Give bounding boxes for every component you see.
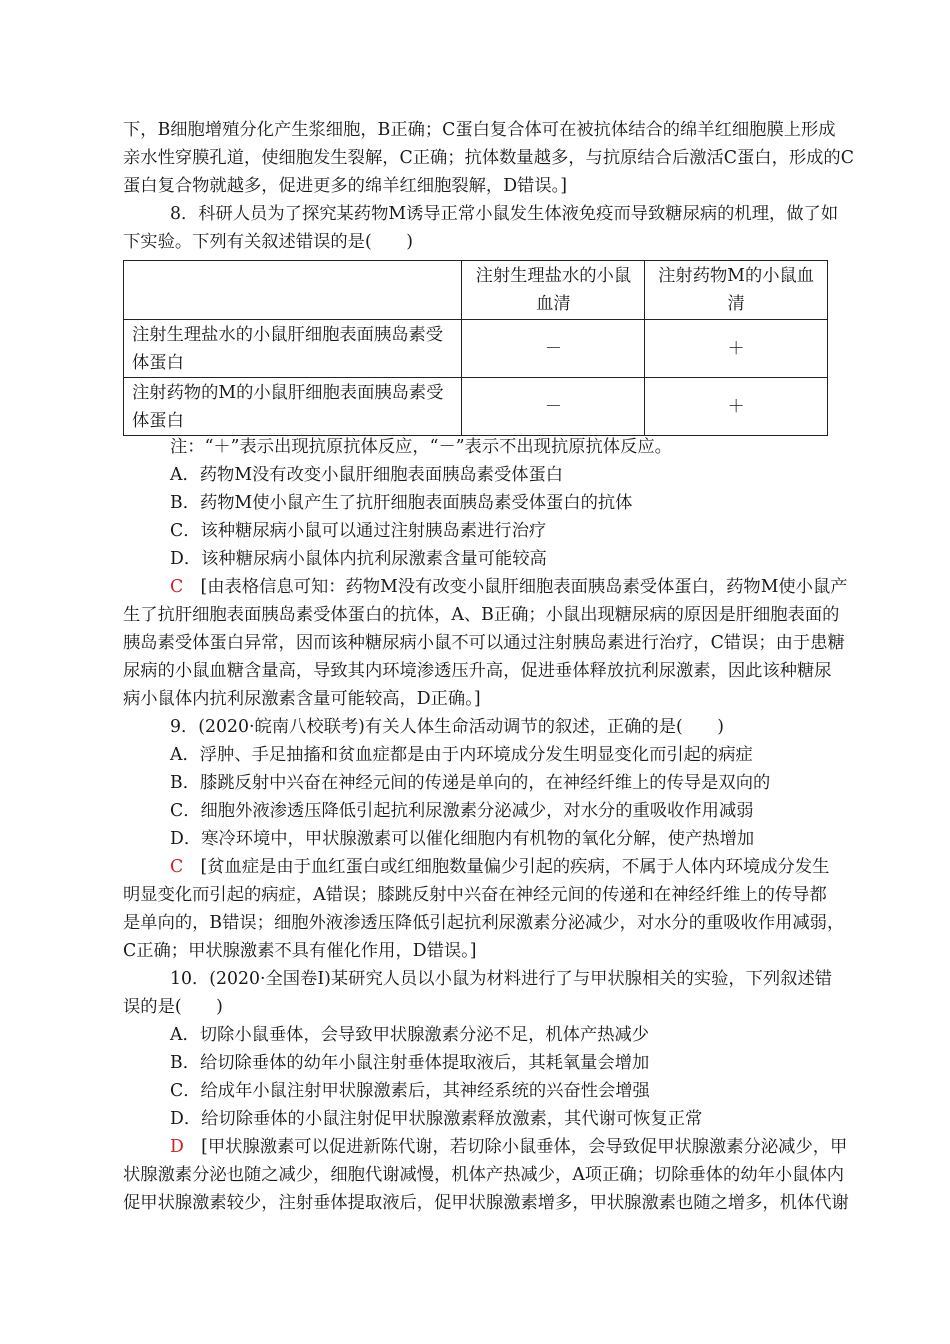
option-a: A．药物M没有改变小鼠肝细胞表面胰岛素受体蛋白	[170, 465, 564, 485]
text-line: 是单向的，B错误；细胞外液渗透压降低引起抗利尿激素分泌减少，对水分的重吸收作用减弱，	[123, 913, 845, 933]
table-cell: ＋	[645, 378, 828, 436]
text-line: 明显变化而引起的病症，A错误；膝跳反射中兴奋在神经元间的传递和在神经纤维上的传导都	[123, 885, 827, 905]
table-cell: 注射药物的M的小鼠肝细胞表面胰岛素受体蛋白	[124, 378, 462, 436]
table-cell: 注射生理盐水的小鼠肝细胞表面胰岛素受体蛋白	[124, 320, 462, 378]
question-8-stem-cont: 下实验。下列有关叙述错误的是( )	[123, 232, 413, 252]
option-b: B．药物M使小鼠产生了抗肝细胞表面胰岛素受体蛋白的抗体	[170, 493, 633, 513]
option-d: D．给切除垂体的小鼠注射促甲状腺激素释放激素，其代谢可恢复正常	[170, 1109, 703, 1129]
option-a: A．切除小鼠垂体，会导致甲状腺激素分泌不足，机体产热减少	[170, 1025, 650, 1045]
option-a: A．浮肿、手足抽搐和贫血症都是由于内环境成分发生明显变化而引起的病症	[170, 745, 753, 765]
text-line: 尿病的小鼠血糖含量高，导致其内环境渗透压升高，促进垂体释放抗利尿激素，因此该种糖尿	[123, 661, 832, 681]
option-c: C．给成年小鼠注射甲状腺激素后，其神经系统的兴奋性会增强	[170, 1081, 650, 1101]
text-line: 状腺激素分泌也随之减少，细胞代谢减慢，机体产热减少，A项正确；切除垂体的幼年小鼠体内	[123, 1165, 845, 1185]
table-note: 注：“＋”表示出现抗原抗体反应，“－”表示不出现抗原抗体反应。	[170, 437, 672, 457]
option-b: B．给切除垂体的幼年小鼠注射垂体提取液后，其耗氧量会增加	[170, 1053, 650, 1073]
table-row	[124, 320, 828, 378]
text-line: C正确；甲状腺激素不具有催化作用，D错误。]	[123, 941, 477, 961]
option-d: D．该种糖尿病小鼠体内抗利尿激素含量可能较高	[170, 549, 547, 569]
option-d: D．寒冷环境中，甲状腺激素可以催化细胞内有机物的氧化分解，使产热增加	[170, 829, 755, 849]
text-line: 蛋白复合物就越多，促进更多的绵羊红细胞裂解，D错误。]	[123, 176, 567, 196]
table-cell: －	[462, 320, 645, 378]
table-cell: －	[462, 378, 645, 436]
table-header-cell: 注射生理盐水的小鼠血清	[462, 261, 645, 320]
answer-explanation	[170, 1135, 847, 1159]
text-line: 下，B细胞增殖分化产生浆细胞，B正确；C蛋白复合体可在被抗体结合的绵羊红细胞膜上形成	[123, 120, 836, 140]
text-line: 亲水性穿膜孔道，使细胞发生裂解，C正确；抗体数量越多，与抗原结合后激活C蛋白，形成的C	[123, 148, 854, 168]
table-row	[124, 378, 828, 436]
text-line: 促甲状腺激素较少，注射垂体提取液后，促甲状腺激素增多，甲状腺激素也随之增多，机体代谢	[123, 1193, 849, 1213]
option-c: C．细胞外液渗透压降低引起抗利尿激素分泌减少，对水分的重吸收作用减弱	[170, 801, 754, 821]
experiment-table	[123, 260, 828, 436]
table-header-row	[124, 261, 828, 320]
text-line: 生了抗肝细胞表面胰岛素受体蛋白的抗体，A、B正确；小鼠出现糖尿病的原因是肝细胞表面的	[123, 605, 840, 625]
question-9-stem: 9．(2020·皖南八校联考)有关人体生命活动调节的叙述，正确的是( )	[170, 717, 725, 737]
option-b: B．膝跳反射中兴奋在神经元间的传递是单向的，在神经纤维上的传导是双向的	[170, 773, 771, 793]
answer-letter: D	[170, 1137, 184, 1157]
text-line: 病小鼠体内抗利尿激素含量可能较高，D正确。]	[123, 689, 481, 709]
table-header-cell: 注射药物M的小鼠血清	[645, 261, 828, 320]
answer-explanation	[170, 855, 829, 879]
question-10-stem-cont: 误的是( )	[123, 997, 223, 1017]
explanation-text: [贫血症是由于血红蛋白或红细胞数量偏少引起的疾病，不属于人体内环境成分发生	[200, 857, 830, 877]
question-8-stem: 8．科研人员为了探究某药物M诱导正常小鼠发生体液免疫而导致糖尿病的机理，做了如	[170, 204, 839, 224]
table-cell: ＋	[645, 320, 828, 378]
explanation-text: [甲状腺激素可以促进新陈代谢，若切除小鼠垂体，会导致促甲状腺激素分泌减少，甲	[201, 1137, 848, 1157]
option-c: C．该种糖尿病小鼠可以通过注射胰岛素进行治疗	[170, 521, 547, 541]
explanation-text: [由表格信息可知：药物M没有改变小鼠肝细胞表面胰岛素受体蛋白，药物M使小鼠产	[200, 577, 848, 597]
text-line: 胰岛素受体蛋白异常，因而该种糖尿病小鼠不可以通过注射胰岛素进行治疗，C错误；由于患糖	[123, 633, 845, 653]
answer-explanation	[170, 575, 848, 599]
answer-letter: C	[170, 857, 184, 877]
question-10-stem: 10．(2020·全国卷Ⅰ)某研究人员以小鼠为材料进行了与甲状腺相关的实验，下列叙述错	[170, 969, 833, 989]
answer-letter: C	[170, 577, 184, 597]
table-header-cell	[124, 261, 462, 320]
